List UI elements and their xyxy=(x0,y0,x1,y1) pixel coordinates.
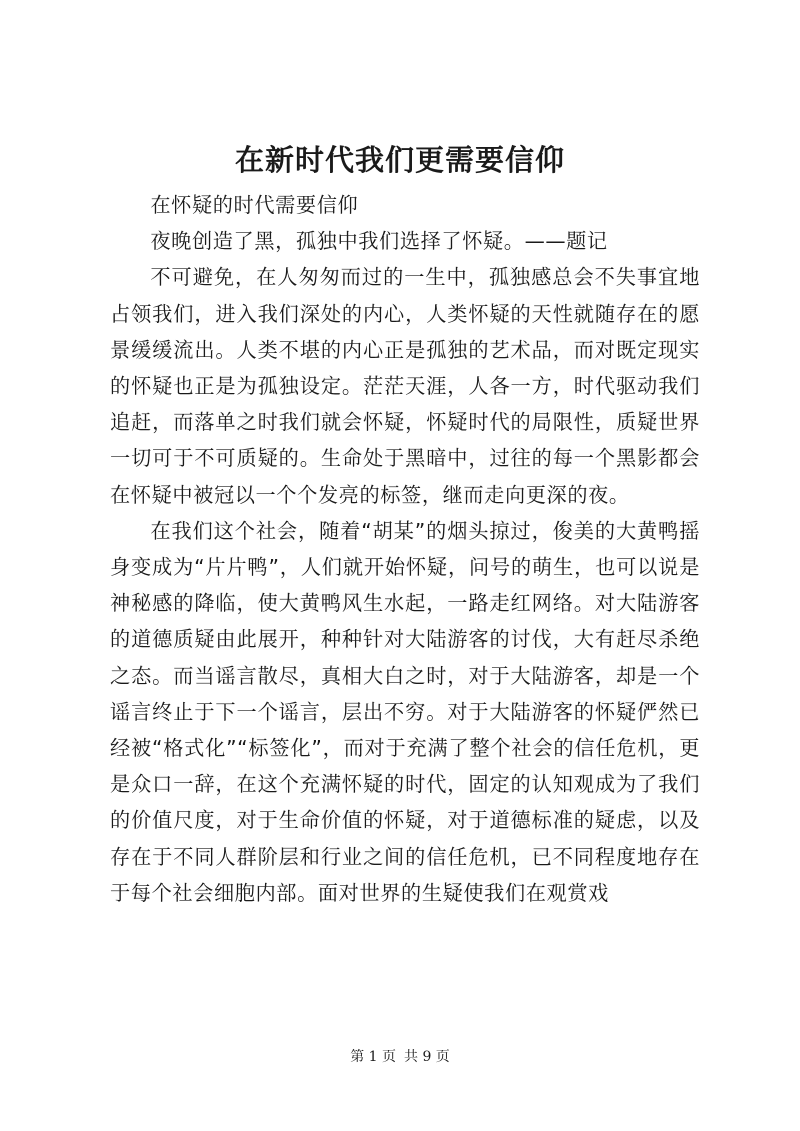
page-number: 第 1 页 xyxy=(350,1049,396,1065)
body-paragraph: 不可避免，在人匆匆而过的一生中，孤独感总会不失事宜地占领我们，进入我们深处的内心，人类怀疑的天性就随存在的愿景缓缓流出。人类不堪的内心正是孤独的艺术品，而对既定现实的怀疑也正是为孤独设定。茫茫天涯，人各一方，时代驱动我们追赶，而落单之时我们就会怀疑，怀疑时代的局限性，质疑世界一切可于不可质疑的。生命处于黑暗中，过往的每一个黑影都会在怀疑中被冠以一个个发亮的标签，继而走向更深的夜。 xyxy=(110,265,700,507)
epigraph-paragraph: 夜晚创造了黑，孤独中我们选择了怀疑。——题记 xyxy=(150,229,608,254)
subtitle-paragraph: 在怀疑的时代需要信仰 xyxy=(150,193,359,217)
page-footer xyxy=(0,1047,800,1067)
page-total: 共 9 页 xyxy=(404,1049,450,1065)
document-title: 在新时代我们更需要信仰 xyxy=(234,143,565,177)
body-paragraph: 在我们这个社会，随着“胡某”的烟头掠过，俊美的大黄鸭摇身变成为“片片鸭”，人们就开始怀疑，问号的萌生，也可以说是神秘感的降临，使大黄鸭风生水起，一路走红网络。对大陆游客的道德质疑由此展开，种种针对大陆游客的讨伐，大有赶尽杀绝之态。而当谣言散尽，真相大白之时，对于大陆游客，却是一个谣言终止于下一个谣言，层出不穷。对于大陆游客的怀疑俨然已经被“格式化”“标签化”，而对于充满了整个社会的信任危机，更是众口一辞，在这个充满怀疑的时代，固定的认知观成为了我们的价值尺度，对于生命价值的怀疑，对于道德标准的疑虑，以及存在于不同人群阶层和行业之间的信任危机，已不同程度地存在于每个社会细胞内部。面对世界的生疑使我们在观赏戏 xyxy=(110,518,700,905)
document-body xyxy=(110,187,700,911)
